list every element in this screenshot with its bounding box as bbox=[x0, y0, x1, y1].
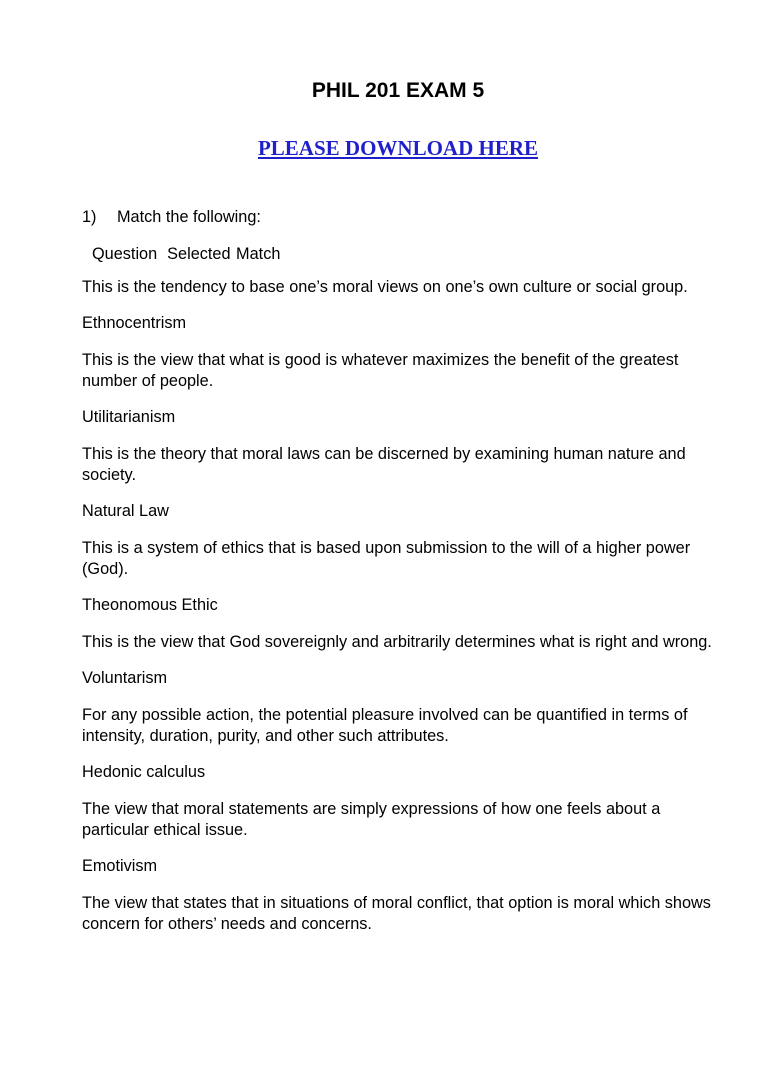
match-item bbox=[82, 538, 712, 616]
column-question-label: Question bbox=[92, 245, 158, 263]
match-item bbox=[82, 277, 712, 334]
item-answer: Utilitarianism bbox=[82, 408, 176, 426]
item-description: This is the theory that moral laws can be discerned by examining human nature and society. bbox=[82, 445, 686, 484]
match-item bbox=[82, 350, 712, 428]
match-item bbox=[82, 799, 712, 877]
column-match-label: Selected Match bbox=[167, 245, 281, 263]
item-description: The view that moral statements are simply expressions of how one feels about a particular ethical issue. bbox=[82, 800, 661, 839]
question-prompt bbox=[82, 207, 712, 228]
item-description: This is a system of ethics that is based upon submission to the will of a higher power (God). bbox=[82, 539, 691, 578]
item-answer: Natural Law bbox=[82, 502, 169, 520]
download-link[interactable]: PLEASE DOWNLOAD HERE bbox=[257, 136, 539, 160]
match-item bbox=[82, 444, 712, 522]
question-number: 1) bbox=[82, 208, 97, 226]
item-answer: Emotivism bbox=[82, 857, 158, 875]
item-description: The view that states that in situations of moral conflict, that option is moral which shows concern for others’ needs and concerns. bbox=[82, 894, 711, 933]
item-answer: Theonomous Ethic bbox=[82, 596, 218, 614]
match-header bbox=[92, 244, 712, 265]
match-item bbox=[82, 705, 712, 783]
item-answer: Voluntarism bbox=[82, 669, 168, 687]
item-answer: Ethnocentrism bbox=[82, 314, 187, 332]
item-answer: Hedonic calculus bbox=[82, 763, 206, 781]
question-content bbox=[82, 207, 712, 950]
item-description: For any possible action, the potential pleasure involved can be quantified in terms of intensity, duration, purity, and other such attributes. bbox=[82, 706, 688, 745]
item-description: This is the view that what is good is whatever maximizes the benefit of the greatest number of people. bbox=[82, 351, 679, 390]
item-description: This is the tendency to base one’s moral views on one’s own culture or social group. bbox=[82, 278, 688, 296]
match-item bbox=[82, 632, 712, 689]
match-item bbox=[82, 893, 712, 935]
question-prompt-text: Match the following: bbox=[117, 208, 261, 226]
page-title: PHIL 201 EXAM 5 bbox=[311, 79, 485, 102]
item-description: This is the view that God sovereignly and arbitrarily determines what is right and wrong. bbox=[82, 633, 712, 651]
